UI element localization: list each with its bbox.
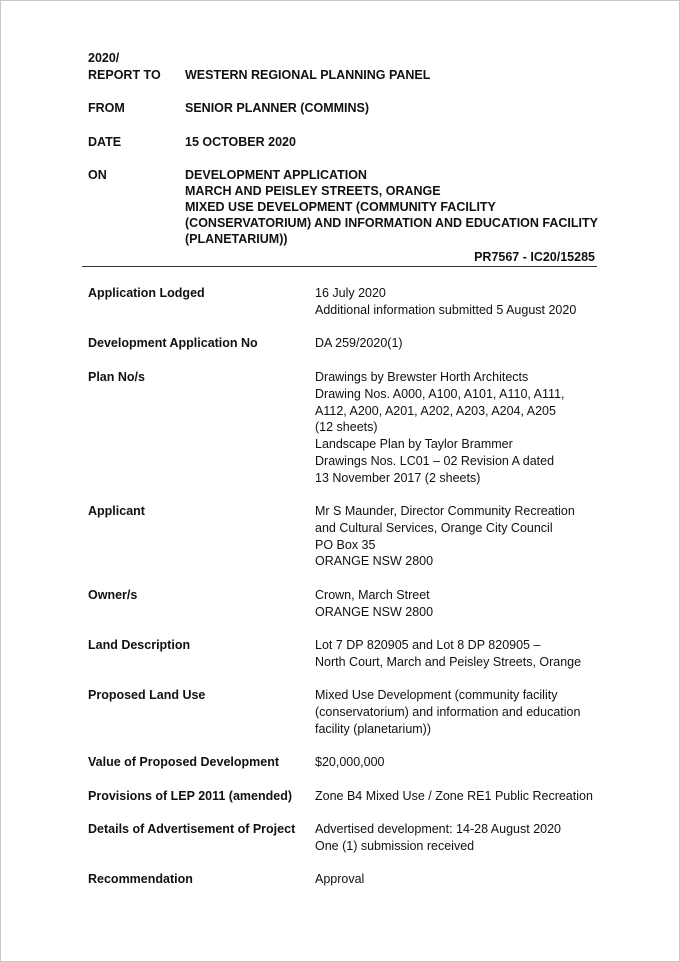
on-line: (CONSERVATORIUM) AND INFORMATION AND EDUCATION FACILITY — [185, 216, 598, 230]
detail-line: ORANGE NSW 2800 — [315, 554, 434, 569]
on-subject — [185, 167, 605, 247]
detail-value — [315, 369, 605, 487]
detail-label: Application Lodged — [88, 286, 205, 300]
header-divider — [82, 266, 597, 267]
detail-line: One (1) submission received — [315, 838, 475, 853]
detail-label: Provisions of LEP 2011 (amended) — [88, 789, 293, 803]
detail-label: Applicant — [88, 504, 145, 518]
detail-line: Mr S Maunder, Director Community Recreation — [315, 504, 575, 518]
detail-line: Lot 7 DP 820905 and Lot 8 DP 820905 – — [315, 638, 541, 652]
detail-label: Development Application No — [88, 336, 258, 350]
detail-label: Value of Proposed Development — [88, 755, 280, 769]
on-line: (PLANETARIUM)) — [185, 232, 288, 246]
detail-label: Plan No/s — [88, 370, 145, 384]
detail-line: 16 July 2020 — [315, 286, 386, 300]
detail-label: Details of Advertisement of Project — [88, 822, 296, 836]
detail-label: Proposed Land Use — [88, 688, 206, 702]
on-label: ON — [88, 168, 107, 182]
detail-line: Advertised development: 14-28 August 2020 — [315, 822, 562, 836]
detail-value — [315, 503, 605, 570]
detail-line: 13 November 2017 (2 sheets) — [315, 470, 481, 485]
on-line: DEVELOPMENT APPLICATION — [185, 168, 367, 182]
detail-value — [315, 285, 605, 319]
report-to-value: WESTERN REGIONAL PLANNING PANEL — [185, 68, 431, 82]
on-line: MARCH AND PEISLEY STREETS, ORANGE — [185, 184, 441, 198]
detail-line: Landscape Plan by Taylor Brammer — [315, 437, 513, 452]
detail-line: PO Box 35 — [315, 537, 376, 552]
detail-line: North Court, March and Peisley Streets, Orange — [315, 654, 582, 669]
detail-value — [315, 788, 605, 805]
from-value: SENIOR PLANNER (COMMINS) — [185, 101, 370, 115]
on-line: MIXED USE DEVELOPMENT (COMMUNITY FACILITY — [185, 200, 496, 214]
detail-value — [315, 687, 605, 737]
detail-line: Approval — [315, 872, 365, 886]
report-to-label: REPORT TO — [88, 68, 161, 82]
detail-value — [315, 754, 605, 771]
detail-label: Recommendation — [88, 872, 193, 886]
detail-line: Drawings by Brewster Horth Architects — [315, 370, 529, 384]
detail-line: Mixed Use Development (community facility — [315, 688, 558, 702]
detail-line: (12 sheets) — [315, 420, 378, 435]
detail-line: Drawing Nos. A000, A100, A101, A110, A111, — [315, 386, 565, 401]
reference-number: PR7567 - IC20/15285 — [474, 250, 595, 264]
detail-line: Drawings Nos. LC01 – 02 Revision A dated — [315, 453, 555, 468]
detail-line: and Cultural Services, Orange City Council — [315, 520, 553, 535]
year-line: 2020/ — [88, 51, 120, 65]
detail-line: Zone B4 Mixed Use / Zone RE1 Public Recreation — [315, 789, 593, 803]
detail-line: facility (planetarium)) — [315, 721, 432, 736]
detail-value — [315, 821, 605, 855]
detail-value — [315, 871, 605, 888]
detail-line: (conservatorium) and information and education — [315, 704, 581, 719]
detail-value — [315, 637, 605, 671]
detail-label: Owner/s — [88, 588, 138, 602]
detail-line: $20,000,000 — [315, 755, 385, 769]
detail-label: Land Description — [88, 638, 191, 652]
detail-value — [315, 587, 605, 621]
date-value: 15 OCTOBER 2020 — [185, 135, 296, 149]
detail-line: DA 259/2020(1) — [315, 336, 403, 350]
detail-line: Additional information submitted 5 August 2020 — [315, 302, 577, 317]
from-label: FROM — [88, 101, 125, 115]
date-label: DATE — [88, 135, 122, 149]
detail-value — [315, 335, 605, 352]
detail-line: ORANGE NSW 2800 — [315, 604, 434, 619]
detail-line: Crown, March Street — [315, 588, 430, 602]
detail-line: A112, A200, A201, A202, A203, A204, A205 — [315, 403, 556, 418]
